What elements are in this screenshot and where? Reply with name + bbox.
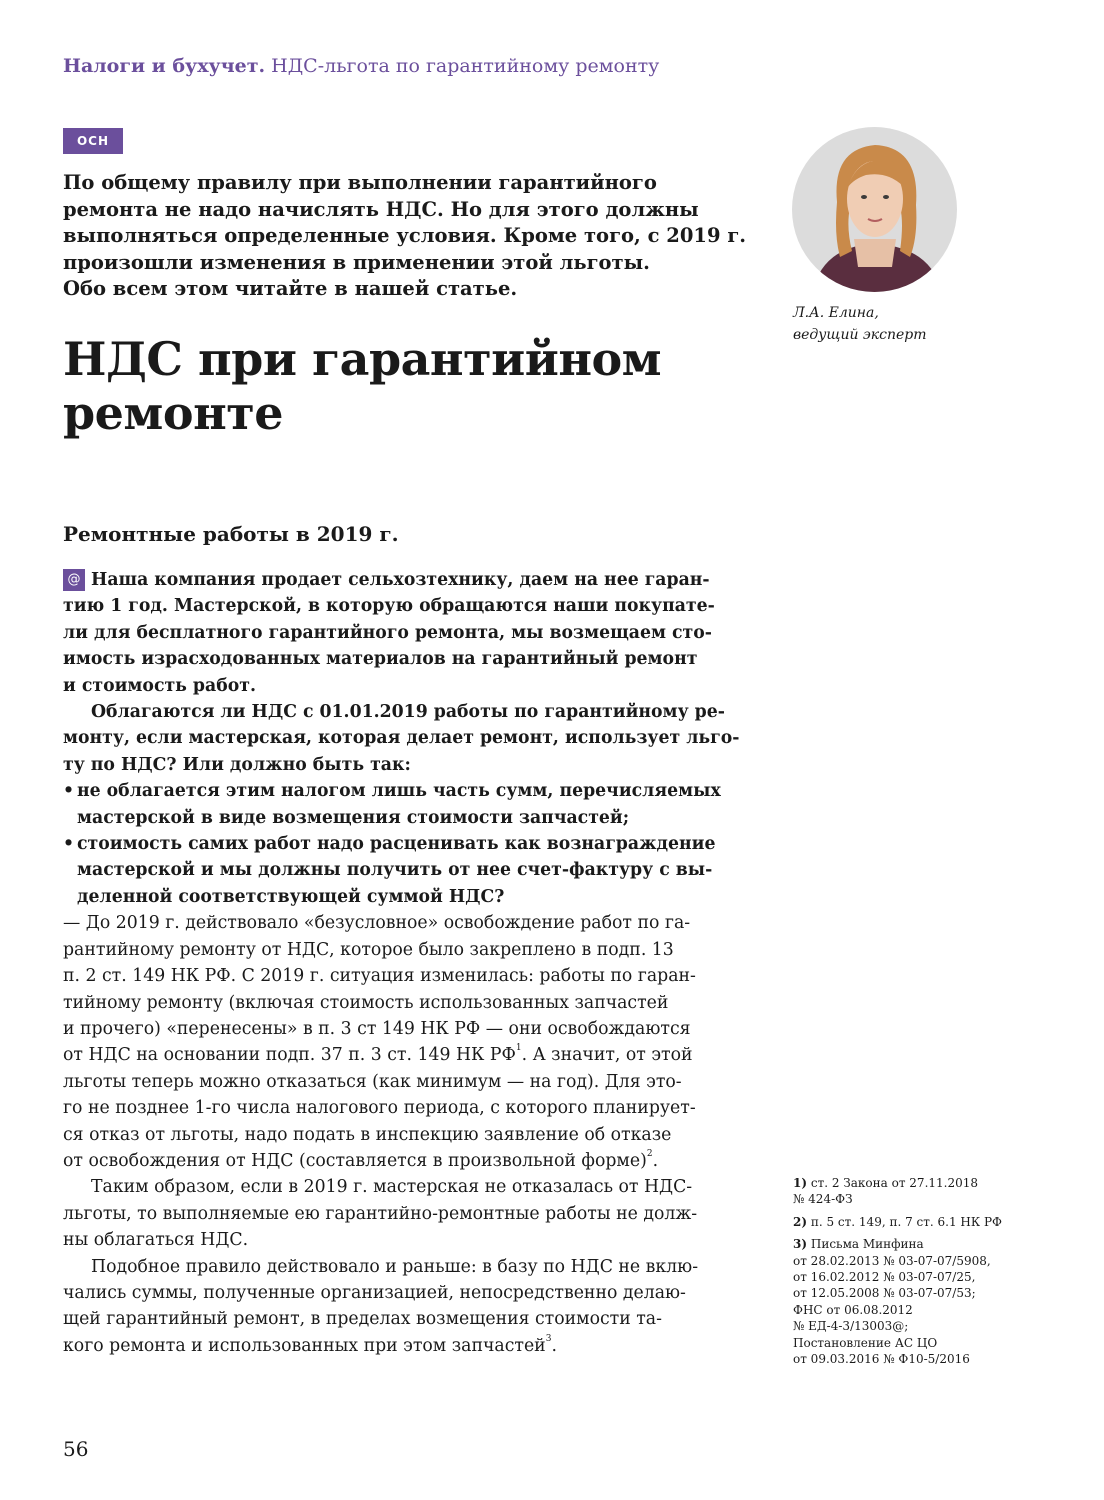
bullet-text: не облагается этим налогом лишь часть сумм, перечисляемых — [77, 781, 721, 802]
footnote-text: № 424-ФЗ — [793, 1192, 853, 1207]
footnote-item — [793, 1236, 1023, 1252]
bullet-line: мастерской и мы должны получить от нее счет-фактуру с вы- — [77, 860, 713, 881]
question-line: имость израсходованных материалов на гарантийный ремонт — [63, 649, 698, 670]
footnote-text: от 12.05.2008 № 03-07-07/53; — [793, 1286, 976, 1301]
answer-line: льготы, то выполняемые ею гарантийно-ремонтные работы не долж- — [63, 1203, 698, 1224]
footnote-text: п. 5 ст. 149, п. 7 ст. 6.1 НК РФ — [810, 1214, 1003, 1229]
bullet-line: мастерской в виде возмещения стоимости запчастей; — [77, 807, 630, 828]
bullet-text: стоимость самих работ надо расценивать как вознаграждение — [77, 834, 716, 855]
footnote-text: Письма Минфина — [810, 1237, 924, 1252]
page-number: 56 — [63, 1437, 89, 1461]
footnote-ref[interactable]: 1 — [515, 1043, 522, 1054]
answer-line: ся отказ от льготы, надо подать в инспекцию заявление об отказе — [63, 1124, 672, 1145]
question-line — [63, 567, 743, 593]
footnote-text: от 16.02.2012 № 03-07-07/25, — [793, 1270, 976, 1285]
answer-line — [63, 1148, 743, 1174]
email-at-icon: @ — [63, 569, 85, 591]
question-line: тию 1 год. Мастерской, в которую обращаются наши покупате- — [63, 596, 715, 617]
footnote-text: от 09.03.2016 № Ф10-5/2016 — [793, 1352, 970, 1367]
answer-text: . А значит, от этой — [521, 1045, 693, 1066]
author-name: Л.А. Елина, — [793, 305, 879, 321]
answer-line: го не позднее 1-го числа налогового периода, с которого планирует- — [63, 1098, 696, 1119]
footnote-item — [793, 1214, 1023, 1230]
answer-line: тийному ремонту (включая стоимость использованных запчастей — [63, 992, 669, 1013]
author-role: ведущий эксперт — [793, 327, 927, 343]
question-text: Наша компания продает сельхозтехнику, даем на нее гаран- — [91, 570, 710, 590]
author-photo — [792, 127, 957, 292]
answer-line: — До 2019 г. действовало «безусловное» освобождение работ по га- — [63, 913, 691, 934]
section-heading: Ремонтные работы в 2019 г. — [63, 522, 399, 546]
question-line: Облагаются ли НДС с 01.01.2019 работы по гарантийному ре- — [91, 702, 725, 723]
bullet-item — [63, 831, 743, 857]
footnote-text: от 28.02.2013 № 03-07-07/5908, — [793, 1253, 991, 1268]
title-line: НДС при гарантийном — [63, 332, 662, 386]
answer-line: льготы теперь можно отказаться (как минимум — на год). Для это- — [63, 1071, 682, 1092]
answer-line: ны облагаться НДС. — [63, 1230, 249, 1251]
bullet-icon: • — [63, 834, 75, 855]
answer-text: . — [551, 1335, 557, 1356]
running-head — [63, 55, 659, 77]
question-block — [63, 567, 743, 1359]
author-caption — [793, 302, 927, 346]
footnote-ref[interactable]: 2 — [646, 1148, 653, 1159]
answer-line — [63, 1333, 743, 1359]
running-head-topic: НДС-льгота по гарантийному ремонту — [271, 55, 660, 77]
footnote-number: 2) — [793, 1214, 808, 1229]
footnote-text: ФНС от 06.08.2012 — [793, 1302, 913, 1317]
lead-paragraph — [63, 170, 763, 303]
question-line: монту, если мастерская, которая делает ремонт, использует льго- — [63, 728, 740, 749]
answer-text: от НДС на основании подп. 37 п. 3 ст. 149 НК РФ — [63, 1045, 516, 1066]
answer-line — [63, 1042, 743, 1068]
answer-text: . — [652, 1150, 659, 1171]
title-line: ремонте — [63, 386, 284, 440]
footnote-text: № ЕД-4-3/13003@; — [793, 1319, 909, 1334]
footnotes — [793, 1175, 1023, 1367]
footnote-number: 3) — [793, 1237, 808, 1252]
answer-line: Таким образом, если в 2019 г. мастерская не отказалась от НДС- — [91, 1177, 693, 1198]
footnote-number: 1) — [793, 1176, 808, 1190]
answer-text: кого ремонта и использованных при этом запчастей — [63, 1335, 546, 1356]
answer-line: рантийному ремонту от НДС, которое было закреплено в подп. 13 — [63, 939, 674, 960]
answer-line: п. 2 ст. 149 НК РФ. С 2019 г. ситуация изменилась: работы по гаран- — [63, 966, 696, 987]
question-line: ли для бесплатного гарантийного ремонта, мы возмещаем сто- — [63, 622, 712, 643]
running-head-section: Налоги и бухучет. — [63, 55, 266, 77]
bullet-item — [63, 778, 743, 804]
bullet-icon: • — [63, 781, 75, 802]
article-title — [63, 332, 661, 440]
answer-line: щей гарантийный ремонт, в пределах возмещения стоимости та- — [63, 1309, 662, 1330]
answer-line: чались суммы, полученные организацией, непосредственно делаю- — [63, 1282, 686, 1303]
answer-line: и прочего) «перенесены» в п. 3 ст 149 НК РФ — они освобождаются — [63, 1018, 691, 1039]
lead-line: ремонта не надо начислять НДС. Но для этого должны — [63, 197, 699, 221]
footnote-item — [793, 1175, 1023, 1191]
answer-text: от освобождения от НДС (составляется в произвольной форме) — [63, 1150, 647, 1171]
question-line: и стоимость работ. — [63, 675, 256, 696]
lead-line: Обо всем этом читайте в нашей статье. — [63, 277, 518, 300]
question-line: ту по НДС? Или должно быть так: — [63, 754, 411, 775]
footnote-ref[interactable]: 3 — [545, 1333, 552, 1344]
footnote-text: ст. 2 Закона от 27.11.2018 — [810, 1176, 979, 1190]
bullet-line: деленной соответствующей суммой НДС? — [77, 886, 505, 907]
tax-regime-tag: ОСН — [63, 128, 123, 154]
lead-line: выполняться определенные условия. Кроме того, с 2019 г. — [63, 224, 747, 247]
lead-line: По общему правилу при выполнении гарантийного — [63, 171, 657, 194]
footnote-text: Постановление АС ЦО — [793, 1335, 938, 1350]
answer-line: Подобное правило действовало и раньше: в базу по НДС не вклю- — [91, 1256, 699, 1277]
lead-line: произошли изменения в применении этой льготы. — [63, 250, 650, 274]
